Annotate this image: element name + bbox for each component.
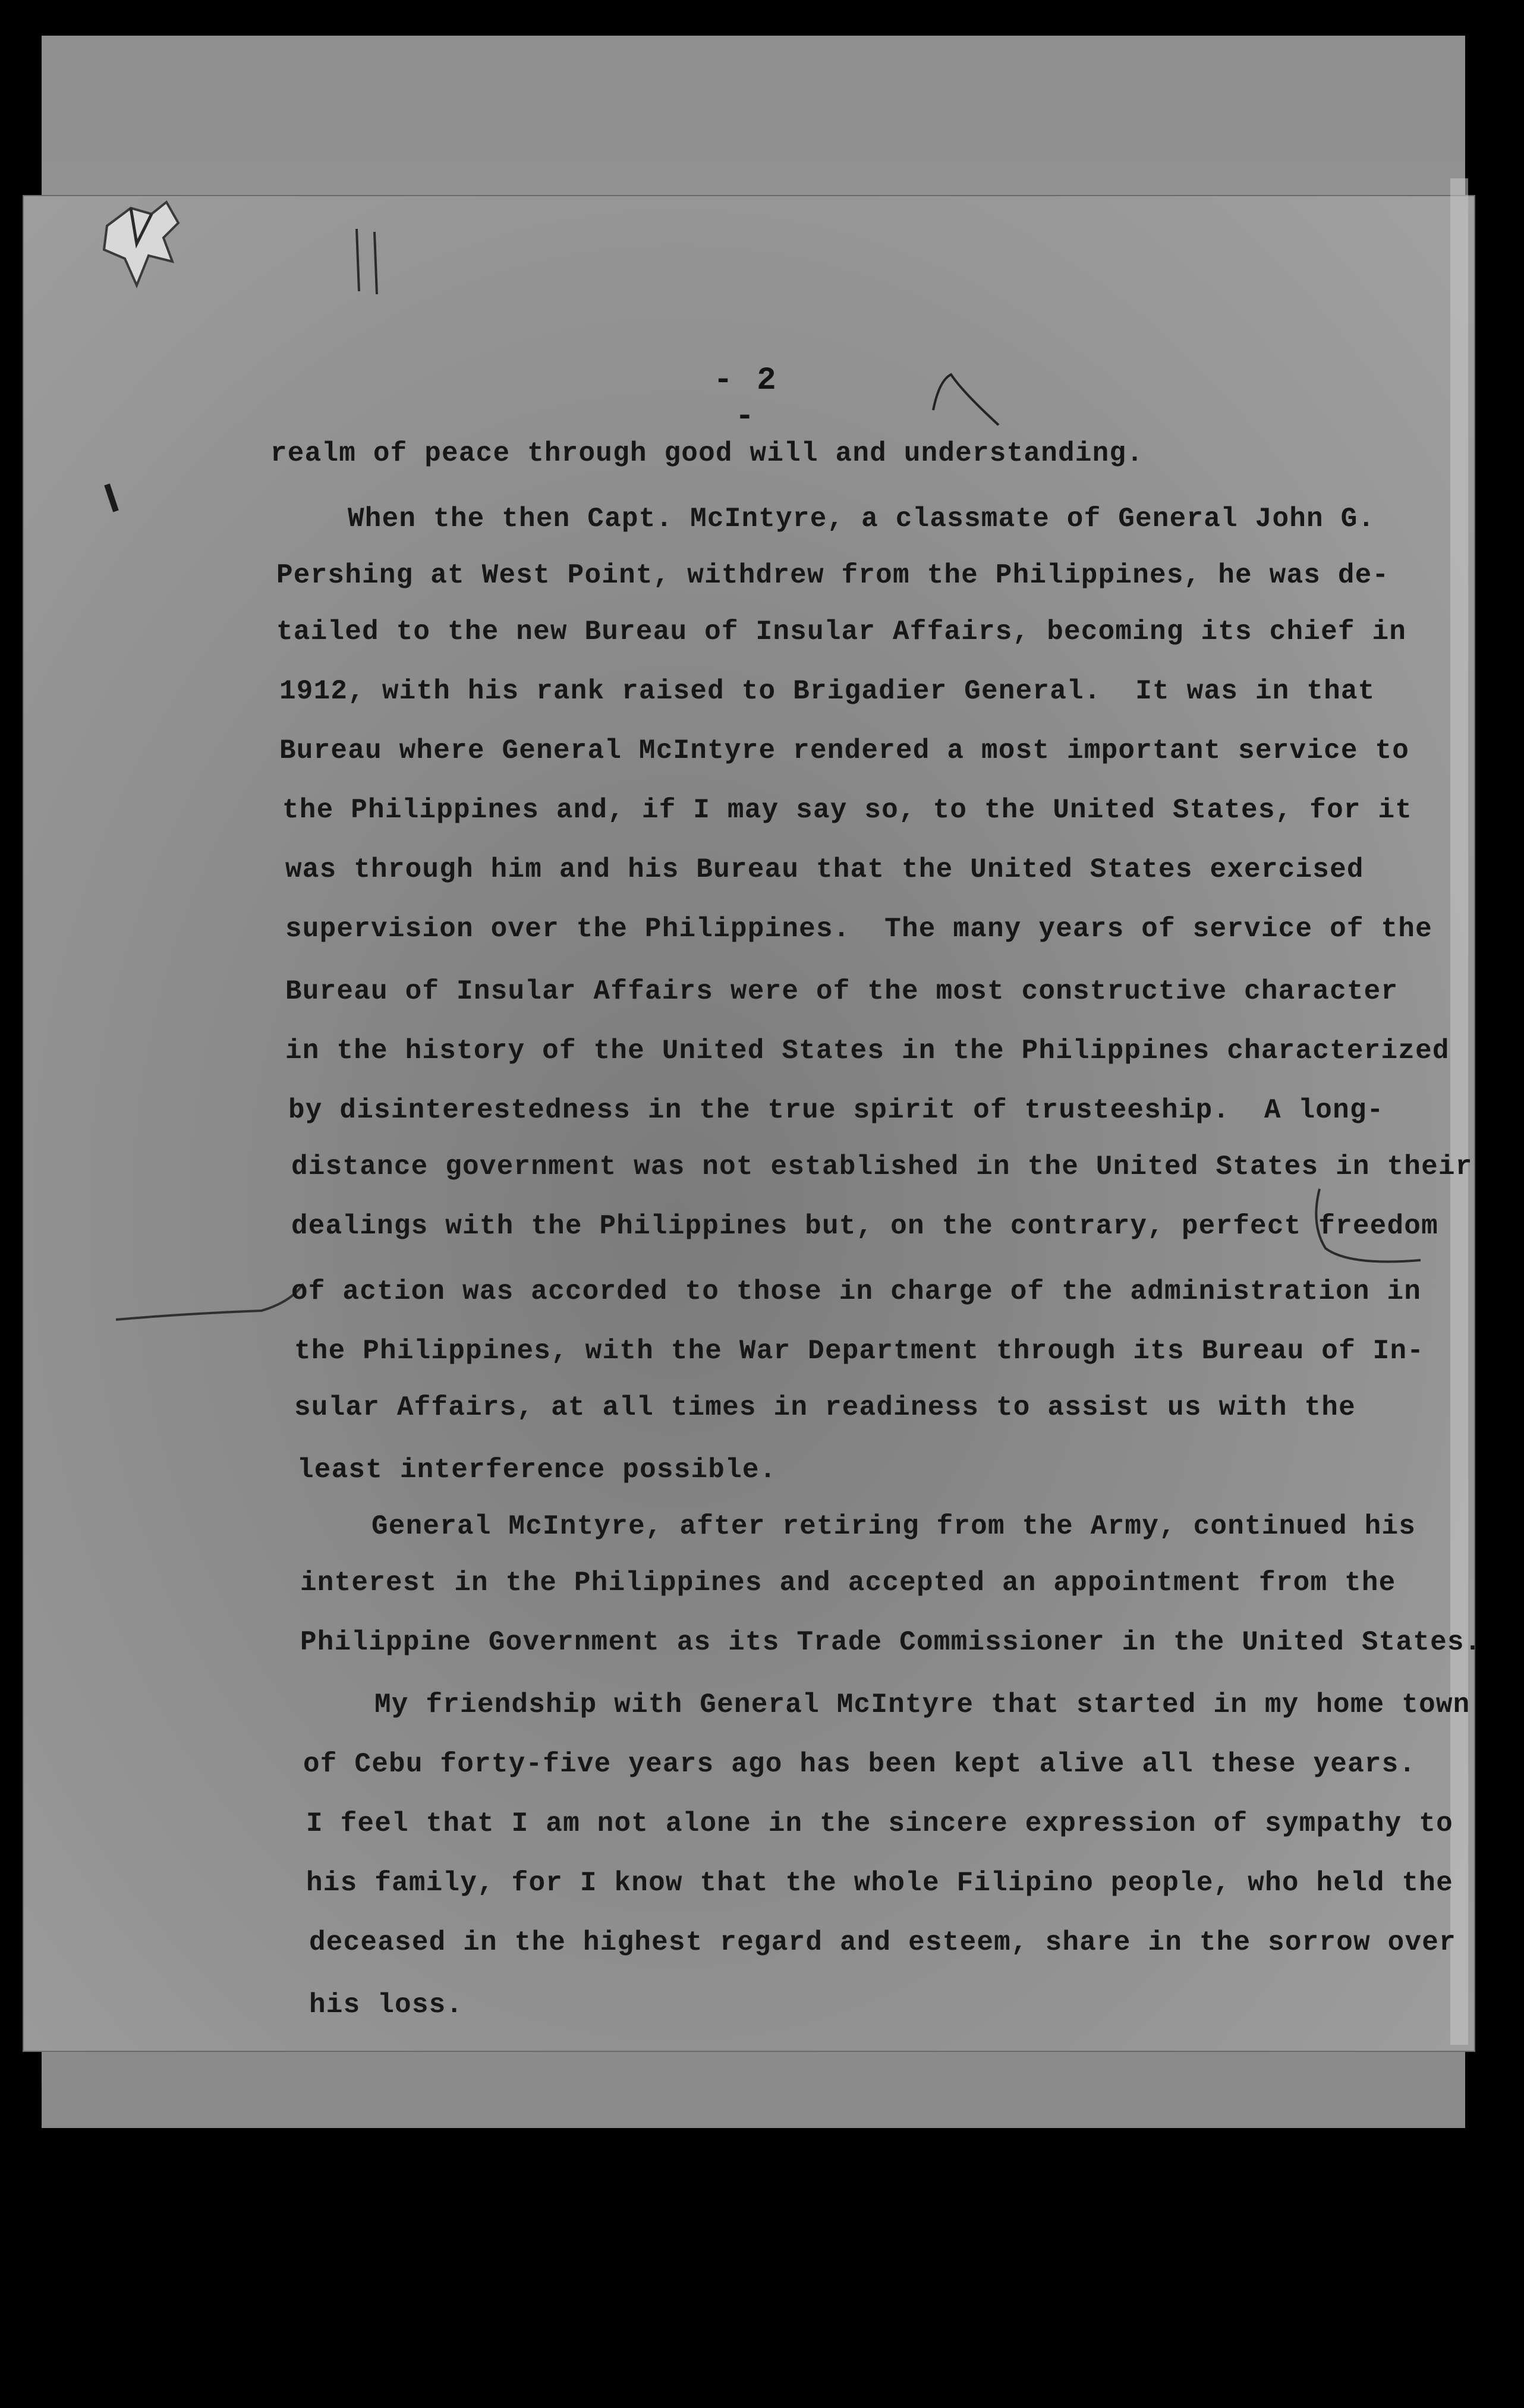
text-line: realm of peace through good will and understanding. — [270, 438, 1144, 469]
text-line: the Philippines and, if I may say so, to the United States, for it — [282, 795, 1413, 826]
text-line: in the history of the United States in the Philippines characterized — [285, 1035, 1450, 1066]
text-line: Philippine Government as its Trade Commissioner in the United States. — [300, 1627, 1482, 1658]
text-line: Bureau where General McIntyre rendered a most important service to — [279, 735, 1410, 766]
text-line: dealings with the Philippines but, on the contrary, perfect freedom — [291, 1211, 1438, 1242]
text-line: interest in the Philippines and accepted an appointment from the — [300, 1567, 1396, 1598]
text-line: deceased in the highest regard and esteem, share in the sorrow over — [309, 1927, 1456, 1958]
text-line: of action was accorded to those in charge of the administration in — [291, 1276, 1422, 1307]
text-line: My friendship with General McIntyre that started in my home town — [374, 1689, 1471, 1720]
text-line: General McIntyre, after retiring from the Army, continued his — [371, 1511, 1416, 1542]
text-line: distance government was not established in the United States in their — [291, 1151, 1473, 1182]
text-line: I feel that I am not alone in the sincere expression of sympathy to — [306, 1808, 1453, 1839]
page-number: - 2 - — [713, 363, 779, 435]
text-line: his loss. — [309, 1990, 464, 2020]
text-line: 1912, with his rank raised to Brigadier General. It was in that — [279, 676, 1375, 707]
text-line: least interference possible. — [297, 1455, 777, 1485]
text-line: supervision over the Philippines. The many years of service of the — [285, 914, 1432, 945]
text-line: was through him and his Bureau that the United States exercised — [285, 854, 1364, 885]
text-line: Pershing at West Point, withdrew from the Philippines, he was de- — [276, 560, 1390, 591]
text-line: of Cebu forty-five years ago has been kept alive all these years. — [303, 1749, 1416, 1780]
text-line: sular Affairs, at all times in readiness to assist us with the — [294, 1392, 1356, 1423]
text-line: his family, for I know that the whole Filipino people, who held the — [306, 1868, 1453, 1899]
text-line: tailed to the new Bureau of Insular Affairs, becoming its chief in — [276, 616, 1407, 647]
text-line: When the then Capt. McIntyre, a classmate of General John G. — [348, 503, 1375, 534]
text-line: Bureau of Insular Affairs were of the most constructive character — [285, 976, 1399, 1007]
text-line: by disinterestedness in the true spirit of trusteeship. A long- — [288, 1095, 1384, 1126]
text-line: the Philippines, with the War Department through its Bureau of In- — [294, 1336, 1425, 1367]
